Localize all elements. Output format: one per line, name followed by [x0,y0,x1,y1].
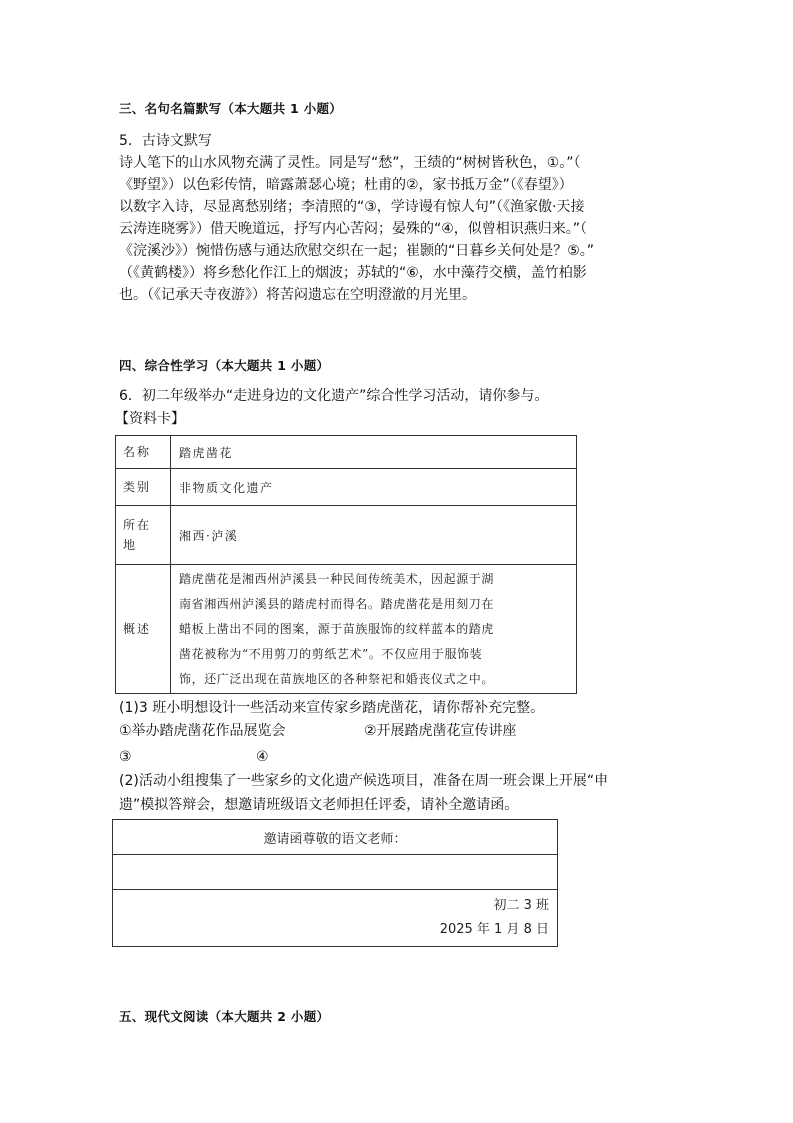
sub-question-2-line2: 遗”模拟答辩会，想邀请班级语文老师担任评委，请补全邀请函。 [119,797,519,813]
invitation-signature-row [113,890,558,947]
invitation-signer: 初二 3 班 [493,898,549,913]
passage-line: 诗人笔下的山水风物充满了灵性。同是写“愁”，王绩的“树树皆秋色，①。”（ [119,155,581,171]
passage-line: 《野望》）以色彩传情，暗露萧瑟心境；杜甫的②，家书抵万金”（《春望》） [119,177,573,193]
invitation-signature [113,890,558,947]
resource-card-table [115,435,577,694]
card-key-location-line1: 所在 [123,518,152,532]
card-row-overview [116,565,577,694]
card-value-name: 踏虎凿花 [171,436,577,469]
card-row-name [116,436,577,469]
activity-item-1: ①举办踏虎凿花作品展览会 [119,723,286,739]
question-5-passage [119,152,679,306]
card-key-overview: 概述 [116,565,171,694]
section-3-heading: 三、名句名篇默写（本大题共 1 小题） [119,101,343,116]
invitation-body-row [113,855,558,890]
invitation-date: 2025 年 1 月 8 日 [439,922,549,937]
card-row-location [116,506,577,565]
card-row-type [116,469,577,506]
question-5-title: 5．古诗文默写 [119,133,212,149]
sub-question-2-line1: (2)活动小组搜集了一些家乡的文化遗产候选项目，准备在周一班会课上开展“申 [119,773,609,789]
section-4-heading: 四、综合性学习（本大题共 1 小题） [119,358,330,373]
invitation-header: 邀请函尊敬的语文老师： [113,820,558,855]
card-key-location-line2: 地 [123,538,138,552]
resource-card-label: 【资料卡】 [115,411,185,427]
question-6-intro: 6．初二年级举办“走进身边的文化遗产”综合性学习活动，请你参与。 [119,388,549,404]
activity-item-2: ②开展踏虎凿花宣传讲座 [364,723,517,739]
overview-line: 踏虎凿花是湘西州泸溪县一种民间传统美术，因起源于湖 [179,571,495,586]
passage-line: 以数字入诗，尽显离愁别绪；李清照的“③，学诗谩有惊人句”（《渔家傲·天接 [119,199,585,215]
sub-question-1: (1)3 班小明想设计一些活动来宣传家乡踏虎凿花，请你帮补充完整。 [119,700,545,716]
activity-item-3-blank: ③ [119,749,132,765]
card-value-type: 非物质文化遗产 [171,469,577,506]
passage-line: （《黄鹤楼》）将乡愁化作江上的烟波；苏轼的“⑥，水中藻荇交横，盖竹柏影 [119,265,587,281]
overview-line: 饰，还广泛出现在苗族地区的各种祭祀和婚丧仪式之中。 [179,671,495,686]
card-value-location: 湘西·泸溪 [171,506,577,565]
section-5-heading: 五、现代文阅读（本大题共 2 小题） [119,1009,330,1024]
invitation-table [112,819,558,947]
invitation-body-field[interactable] [113,855,558,890]
card-value-overview [171,565,577,694]
card-key-name: 名称 [116,436,171,469]
overview-line: 蜡板上凿出不同的图案，源于苗族服饰的纹样蓝本的踏虎 [179,621,495,636]
card-key-type: 类别 [116,469,171,506]
activity-item-4-blank: ④ [256,749,269,765]
invitation-header-row [113,820,558,855]
passage-line: 也。（《记承天寺夜游》）将苦闷遗忘在空明澄澈的月光里。 [119,287,476,303]
passage-line: 云涛连晓雾》）借天晚道远，抒写内心苦闷；晏殊的“④，似曾相识燕归来。”（ [119,221,588,237]
overview-line: 南省湘西州泸溪县的踏虎村而得名。踏虎凿花是用刻刀在 [179,596,495,611]
card-key-location [116,506,171,565]
overview-line: 凿花被称为“不用剪刀的剪纸艺术”。不仅应用于服饰装 [179,646,483,661]
passage-line: 《浣溪沙》）惋惜伤感与通达欣慰交织在一起；崔颢的“日暮乡关何处是？⑤。” [119,243,595,259]
